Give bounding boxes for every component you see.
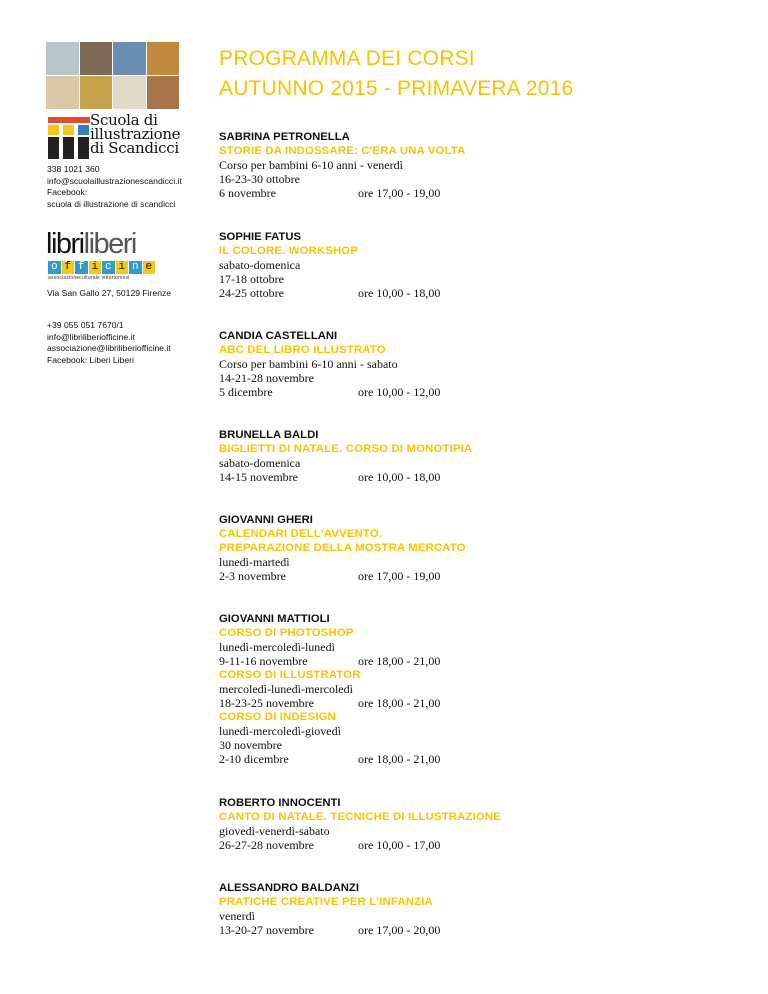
schedule-dates: 9-11-16 novembre: [219, 654, 308, 668]
officine-letter: i: [116, 261, 129, 274]
course-title: CALENDARI DELL'AVVENTO.: [219, 528, 383, 540]
schedule-time: ore 10,00 - 17,00: [358, 838, 441, 852]
schedule-dates: 5 dicembre: [219, 385, 273, 399]
course-schedule: [219, 752, 441, 766]
course-info: venerdì: [219, 909, 255, 923]
libri-liberi-logo: [46, 229, 176, 279]
officine-letter: i: [89, 261, 102, 274]
schedule-dates: 26-27-28 novembre: [219, 838, 314, 852]
schedule-time: ore 10,00 - 18,00: [358, 286, 441, 300]
schedule-dates: 24-25 ottobre: [219, 286, 284, 300]
course-title: BIGLIETTI DI NATALE. CORSO DI MONOTIPIA: [219, 443, 473, 455]
course-title: ABC DEL LIBRO ILLUSTRATO: [219, 344, 386, 356]
course-schedule: [219, 470, 472, 484]
sidebar: [46, 42, 196, 365]
schedule-time: ore 17,00 - 20,00: [358, 923, 441, 937]
course-title: CORSO DI PHOTOSHOP: [219, 627, 354, 639]
course-tutor: BRUNELLA BALDI: [219, 429, 319, 441]
schedule-dates: 13-20-27 novembre: [219, 923, 314, 937]
course-info: lunedì-mercoledì-giovedì: [219, 724, 341, 738]
course-info: sabato-domenica: [219, 258, 301, 272]
libri-contact: [47, 320, 171, 366]
course-entry: [219, 796, 501, 852]
school-facebook-label: Facebook:: [47, 187, 88, 197]
course-info: lunedì-martedì: [219, 555, 290, 569]
course-title: IL COLORE. WORKSHOP: [219, 245, 359, 257]
course-schedule: [219, 654, 441, 668]
course-title: STORIE DA INDOSSARE: C'ERA UNA VOLTA: [219, 145, 466, 157]
school-email: info@scuolaillustrazionescandicci.it: [47, 175, 182, 186]
course-entry: [219, 130, 466, 200]
course-schedule: [219, 286, 441, 300]
schedule-dates: 6 novembre: [219, 186, 276, 200]
course-program: [219, 44, 739, 937]
school-logo-mark: [48, 117, 91, 159]
school-logo: [46, 111, 196, 161]
course-schedule: [219, 696, 441, 710]
officine-letter: c: [102, 261, 115, 274]
schedule-time: ore 18,00 - 21,00: [358, 752, 441, 766]
course-schedule: [219, 569, 466, 583]
officine-letter: f: [62, 261, 75, 274]
course-title: PREPARAZIONE DELLA MOSTRA MERCATO: [219, 542, 466, 554]
officine-letters: [48, 261, 155, 274]
course-title: CORSO DI ILLUSTRATOR: [219, 669, 361, 681]
course-tutor: ROBERTO INNOCENTI: [219, 797, 341, 809]
title-line: PROGRAMMA DEI CORSI: [219, 47, 475, 70]
course-tutor: GIOVANNI MATTIOLI: [219, 613, 330, 625]
school-contact: [47, 164, 182, 210]
officine-letter: n: [129, 261, 142, 274]
course-title: PRATICHE CREATIVE PER L'INFANZIA: [219, 896, 433, 908]
course-info: 16-23-30 ottobre: [219, 172, 300, 186]
course-tutor: ALESSANDRO BALDANZI: [219, 882, 359, 894]
page-title: [219, 44, 739, 104]
association-name: associazioneculturale vittoriorossi: [48, 275, 130, 281]
officine-letter: f: [75, 261, 88, 274]
illustration-collage: [46, 42, 179, 109]
schedule-time: ore 17,00 - 19,00: [358, 569, 441, 583]
logo-word: libri: [46, 228, 84, 260]
schedule-time: ore 18,00 - 21,00: [358, 654, 441, 668]
officine-letter: e: [143, 261, 156, 274]
libri-facebook: Facebook: Liberi Liberi: [47, 354, 134, 365]
schedule-time: ore 10,00 - 18,00: [358, 470, 441, 484]
course-title: CANTO DI NATALE. TECNICHE DI ILLUSTRAZIONE: [219, 811, 502, 823]
address: Via San Gallo 27, 50129 Firenze: [47, 288, 172, 298]
course-tutor: SABRINA PETRONELLA: [219, 131, 350, 143]
schedule-dates: 2-10 dicembre: [219, 752, 289, 766]
schedule-time: ore 17,00 - 19,00: [358, 186, 441, 200]
schedule-time: ore 10,00 - 12,00: [358, 385, 441, 399]
course-entry: [219, 428, 472, 484]
course-info: mercoledì-lunedì-mercoledì: [219, 682, 353, 696]
schedule-dates: 2-3 novembre: [219, 569, 286, 583]
course-title: CORSO DI INDESIGN: [219, 711, 337, 723]
course-entry: [219, 612, 441, 766]
course-schedule: [219, 186, 466, 200]
course-entry: [219, 881, 441, 937]
schedule-time: ore 18,00 - 21,00: [358, 696, 441, 710]
libri-email: info@libriliberiofficine.it: [47, 331, 135, 342]
course-info: 30 novembre: [219, 738, 282, 752]
course-info: lunedì-mercoledì-lunedì: [219, 640, 335, 654]
officine-letter: o: [48, 261, 61, 274]
course-entry: [219, 230, 441, 300]
school-logo-name: [90, 113, 180, 155]
course-schedule: [219, 923, 441, 937]
course-schedule: [219, 385, 441, 399]
course-tutor: GIOVANNI GHERI: [219, 514, 313, 526]
school-name-line: di Scandicci: [90, 139, 179, 157]
school-name-line: Scuola di: [90, 111, 158, 129]
course-info: sabato-domenica: [219, 456, 301, 470]
libri-phone: +39 055 051 7670/1: [47, 320, 124, 330]
course-tutor: CANDIA CASTELLANI: [219, 330, 338, 342]
course-entry: [219, 329, 441, 399]
logo-word: liberi: [83, 228, 136, 260]
course-info: Corso per bambini 6-10 anni - venerdì: [219, 158, 403, 172]
title-line: AUTUNNO 2015 - PRIMAVERA 2016: [219, 77, 574, 100]
course-entry: [219, 513, 466, 583]
course-info: giovedì-venerdì-sabato: [219, 824, 330, 838]
school-phone: 338 1021 360: [47, 164, 100, 174]
course-info: 14-21-28 novembre: [219, 371, 314, 385]
schedule-dates: 14-15 novembre: [219, 470, 298, 484]
school-facebook-name: scuola di illustrazione di scandicci: [47, 198, 176, 209]
course-tutor: SOPHIE FATUS: [219, 231, 302, 243]
schedule-dates: 18-23-25 novembre: [219, 696, 314, 710]
school-name-line: illustrazione: [90, 125, 181, 143]
course-schedule: [219, 838, 501, 852]
course-info: 17-18 ottobre: [219, 272, 284, 286]
libri-email-association: associazione@libriliberiofficine.it: [47, 343, 171, 353]
course-info: Corso per bambini 6-10 anni - sabato: [219, 357, 398, 371]
